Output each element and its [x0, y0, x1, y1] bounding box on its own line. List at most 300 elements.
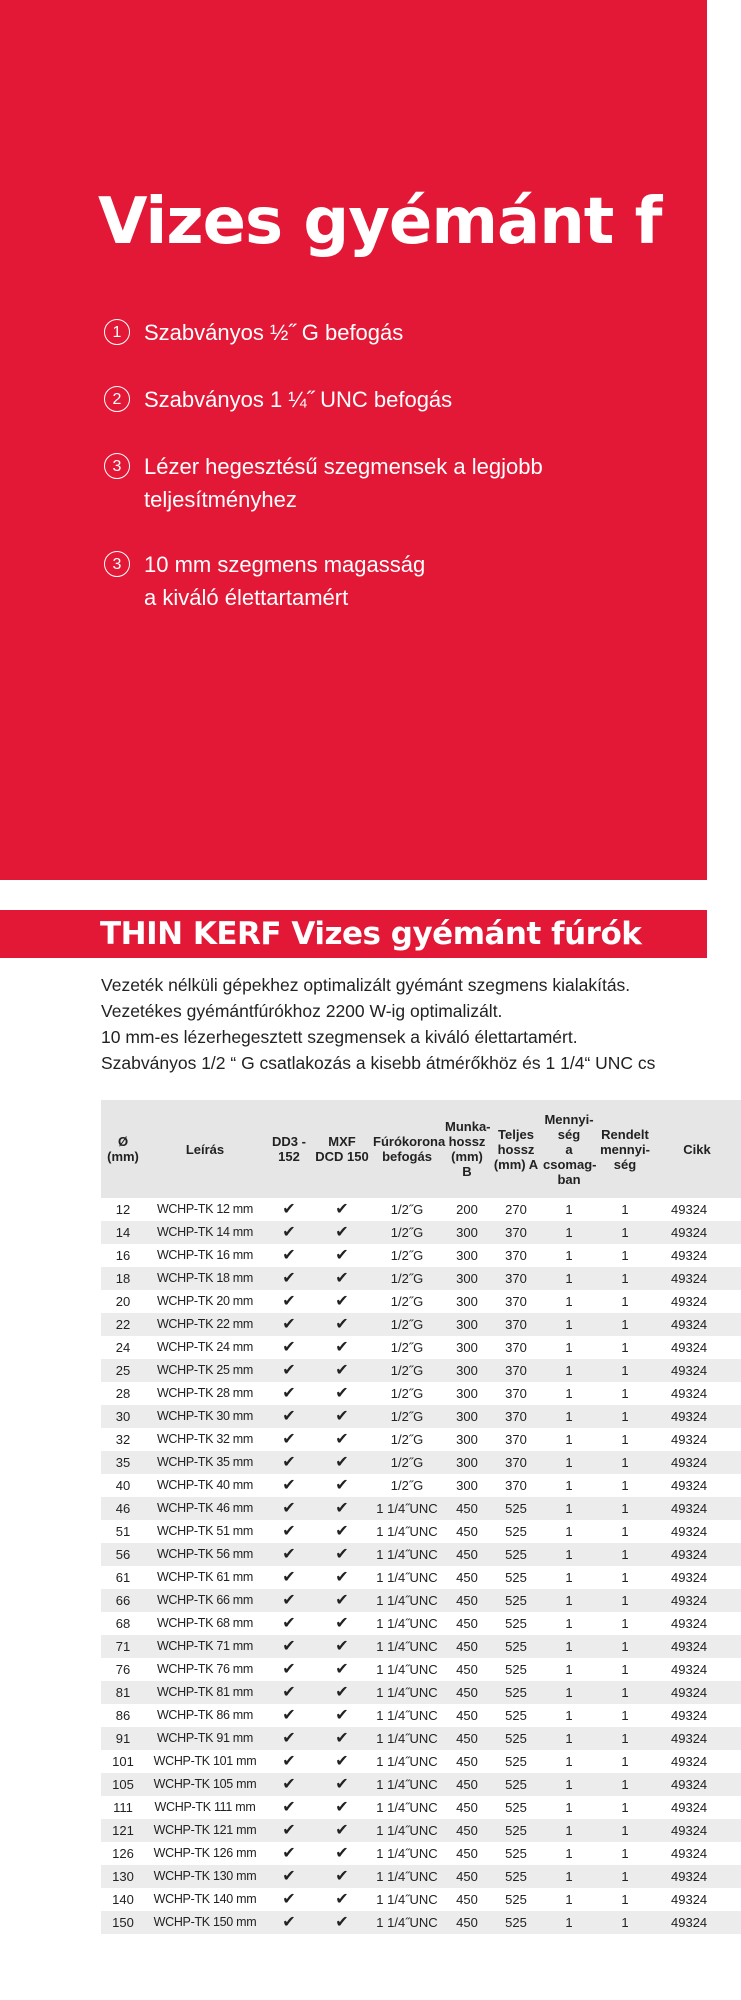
cell-diameter: 101 [112, 1754, 134, 1769]
table-row [101, 1658, 741, 1681]
check-icon: ✔ [282, 1247, 296, 1264]
table-row [101, 1612, 741, 1635]
check-icon: ✔ [335, 1730, 349, 1747]
cell-pack-qty: 1 [565, 1777, 573, 1792]
cell-total-length: 370 [505, 1386, 527, 1401]
check-icon: ✔ [282, 1362, 296, 1379]
cell-working-length: 450 [456, 1685, 478, 1700]
cell-article: 49324 [671, 1363, 708, 1378]
table-row [101, 1727, 741, 1750]
cell-description: WCHP-TK 30 mm [156, 1409, 254, 1423]
cell-diameter: 51 [115, 1524, 131, 1539]
cell-total-length: 525 [505, 1662, 527, 1677]
table-row [101, 1796, 741, 1819]
check-icon: ✔ [282, 1477, 296, 1494]
cell-total-length: 370 [505, 1455, 527, 1470]
feature-item [104, 316, 403, 349]
cell-article: 49324 [671, 1340, 708, 1355]
cell-pack-qty: 1 [565, 1386, 573, 1401]
cell-article: 49324 [671, 1754, 708, 1769]
check-icon: ✔ [335, 1293, 349, 1310]
cell-article: 49324 [671, 1547, 708, 1562]
check-icon: ✔ [335, 1316, 349, 1333]
cell-order-qty: 1 [621, 1708, 629, 1723]
cell-chuck: 1/2˝G [390, 1478, 424, 1493]
cell-chuck: 1 1/4˝UNC [376, 1915, 438, 1930]
cell-description: WCHP-TK 68 mm [156, 1616, 254, 1630]
check-icon: ✔ [335, 1224, 349, 1241]
check-icon: ✔ [282, 1201, 296, 1218]
cell-diameter: 140 [112, 1892, 134, 1907]
table-row [101, 1405, 741, 1428]
cell-working-length: 450 [456, 1915, 478, 1930]
cell-order-qty: 1 [621, 1869, 629, 1884]
cell-pack-qty: 1 [565, 1570, 573, 1585]
cell-diameter: 32 [115, 1432, 131, 1447]
table-row [101, 1635, 741, 1658]
cell-total-length: 525 [505, 1869, 527, 1884]
feature-item [104, 383, 452, 416]
cell-article: 49324 [671, 1915, 708, 1930]
check-icon: ✔ [282, 1592, 296, 1609]
cell-chuck: 1/2˝G [390, 1363, 424, 1378]
cell-description: WCHP-TK 91 mm [156, 1731, 254, 1745]
check-icon: ✔ [335, 1914, 349, 1931]
cell-pack-qty: 1 [565, 1823, 573, 1838]
cell-diameter: 24 [115, 1340, 131, 1355]
cell-pack-qty: 1 [565, 1409, 573, 1424]
table-row [101, 1566, 741, 1589]
check-icon: ✔ [282, 1316, 296, 1333]
feature-text: Szabványos 1 ¼˝ UNC befogás [144, 387, 453, 412]
cell-chuck: 1 1/4˝UNC [376, 1708, 438, 1723]
cell-working-length: 450 [456, 1731, 478, 1746]
cell-diameter: 18 [115, 1271, 131, 1286]
cell-diameter: 20 [115, 1294, 131, 1309]
cell-article: 49324 [671, 1662, 708, 1677]
check-icon: ✔ [335, 1753, 349, 1770]
cell-article: 49324 [671, 1708, 708, 1723]
cell-pack-qty: 1 [565, 1616, 573, 1631]
cell-pack-qty: 1 [565, 1501, 573, 1516]
table-row [101, 1336, 741, 1359]
cell-article: 49324 [671, 1294, 708, 1309]
cell-pack-qty: 1 [565, 1340, 573, 1355]
cell-order-qty: 1 [621, 1478, 629, 1493]
cell-total-length: 525 [505, 1547, 527, 1562]
table-row [101, 1267, 741, 1290]
cell-diameter: 30 [115, 1409, 131, 1424]
cell-pack-qty: 1 [565, 1363, 573, 1378]
cell-working-length: 450 [456, 1501, 478, 1516]
column-header-article: Cikk [683, 1141, 711, 1157]
check-icon: ✔ [335, 1454, 349, 1471]
check-icon: ✔ [335, 1569, 349, 1586]
cell-diameter: 126 [112, 1846, 134, 1861]
cell-chuck: 1/2˝G [390, 1409, 424, 1424]
cell-description: WCHP-TK 111 mm [154, 1800, 256, 1814]
cell-total-length: 270 [505, 1202, 527, 1217]
check-icon: ✔ [282, 1753, 296, 1770]
column-header-dd3: DD3 - 152 [272, 1134, 306, 1164]
cell-article: 49324 [671, 1846, 708, 1861]
cell-description: WCHP-TK 130 mm [153, 1869, 257, 1883]
cell-description: WCHP-TK 101 mm [153, 1754, 257, 1768]
check-icon: ✔ [335, 1500, 349, 1517]
cell-chuck: 1/2˝G [390, 1248, 424, 1263]
product-table-container [101, 1100, 711, 1934]
table-row [101, 1520, 741, 1543]
cell-total-length: 370 [505, 1248, 527, 1263]
check-icon: ✔ [335, 1845, 349, 1862]
check-icon: ✔ [335, 1546, 349, 1563]
table-row [101, 1819, 741, 1842]
cell-description: WCHP-TK 46 mm [156, 1501, 254, 1515]
cell-description: WCHP-TK 25 mm [156, 1363, 254, 1377]
cell-total-length: 525 [505, 1800, 527, 1815]
cell-order-qty: 1 [621, 1455, 629, 1470]
check-icon: ✔ [282, 1523, 296, 1540]
check-icon: ✔ [335, 1822, 349, 1839]
column-header-chuck: Fúrókorona befogás [373, 1134, 446, 1164]
table-row [101, 1313, 741, 1336]
cell-chuck: 1 1/4˝UNC [376, 1639, 438, 1654]
cell-order-qty: 1 [621, 1754, 629, 1769]
cell-order-qty: 1 [621, 1340, 629, 1355]
cell-article: 49324 [671, 1570, 708, 1585]
column-header-total-length: Teljes hossz (mm) A [493, 1126, 539, 1172]
cell-pack-qty: 1 [565, 1846, 573, 1861]
table-header-row [101, 1100, 741, 1198]
cell-chuck: 1 1/4˝UNC [376, 1823, 438, 1838]
check-icon: ✔ [282, 1684, 296, 1701]
cell-article: 49324 [671, 1409, 708, 1424]
section-title-band [0, 910, 707, 958]
cell-total-length: 525 [505, 1570, 527, 1585]
cell-working-length: 300 [456, 1455, 478, 1470]
cell-total-length: 525 [505, 1823, 527, 1838]
cell-chuck: 1 1/4˝UNC [376, 1593, 438, 1608]
check-icon: ✔ [335, 1523, 349, 1540]
cell-total-length: 525 [505, 1731, 527, 1746]
table-row [101, 1497, 741, 1520]
cell-diameter: 68 [115, 1616, 131, 1631]
cell-diameter: 12 [115, 1202, 131, 1217]
cell-description: WCHP-TK 126 mm [153, 1846, 257, 1860]
check-icon: ✔ [335, 1247, 349, 1264]
cell-chuck: 1 1/4˝UNC [376, 1846, 438, 1861]
product-table [101, 1100, 741, 1934]
check-icon: ✔ [335, 1270, 349, 1287]
cell-total-length: 525 [505, 1616, 527, 1631]
feature-item [104, 450, 543, 516]
cell-order-qty: 1 [621, 1225, 629, 1240]
cell-diameter: 16 [115, 1248, 131, 1263]
cell-order-qty: 1 [621, 1570, 629, 1585]
cell-diameter: 111 [113, 1800, 133, 1815]
cell-pack-qty: 1 [565, 1662, 573, 1677]
cell-article: 49324 [671, 1271, 708, 1286]
table-row [101, 1865, 741, 1888]
cell-diameter: 86 [115, 1708, 131, 1723]
cell-pack-qty: 1 [565, 1294, 573, 1309]
column-header-description: Leírás [185, 1141, 225, 1157]
cell-working-length: 300 [456, 1409, 478, 1424]
table-row [101, 1681, 741, 1704]
check-icon: ✔ [335, 1868, 349, 1885]
cell-article: 49324 [671, 1455, 708, 1470]
table-row [101, 1244, 741, 1267]
check-icon: ✔ [335, 1339, 349, 1356]
cell-pack-qty: 1 [565, 1731, 573, 1746]
cell-working-length: 300 [456, 1340, 478, 1355]
cell-pack-qty: 1 [565, 1915, 573, 1930]
cell-chuck: 1 1/4˝UNC [376, 1892, 438, 1907]
cell-article: 49324 [671, 1432, 708, 1447]
cell-pack-qty: 1 [565, 1271, 573, 1286]
cell-article: 49324 [671, 1777, 708, 1792]
cell-diameter: 76 [115, 1662, 131, 1677]
cell-working-length: 450 [456, 1869, 478, 1884]
cell-working-length: 300 [456, 1386, 478, 1401]
cell-order-qty: 1 [621, 1409, 629, 1424]
cell-pack-qty: 1 [565, 1202, 573, 1217]
cell-chuck: 1 1/4˝UNC [376, 1777, 438, 1792]
cell-pack-qty: 1 [565, 1639, 573, 1654]
cell-pack-qty: 1 [565, 1685, 573, 1700]
cell-chuck: 1 1/4˝UNC [376, 1547, 438, 1562]
table-body [101, 1198, 741, 1934]
cell-chuck: 1 1/4˝UNC [376, 1524, 438, 1539]
cell-working-length: 300 [456, 1248, 478, 1263]
check-icon: ✔ [335, 1684, 349, 1701]
cell-article: 49324 [671, 1593, 708, 1608]
check-icon: ✔ [282, 1224, 296, 1241]
cell-article: 49324 [671, 1524, 708, 1539]
check-icon: ✔ [282, 1454, 296, 1471]
check-icon: ✔ [335, 1799, 349, 1816]
check-icon: ✔ [335, 1592, 349, 1609]
table-row [101, 1474, 741, 1497]
cell-order-qty: 1 [621, 1317, 629, 1332]
cell-order-qty: 1 [621, 1892, 629, 1907]
cell-chuck: 1 1/4˝UNC [376, 1800, 438, 1815]
cell-total-length: 370 [505, 1340, 527, 1355]
table-row [101, 1382, 741, 1405]
cell-article: 49324 [671, 1892, 708, 1907]
cell-diameter: 14 [115, 1225, 131, 1240]
cell-article: 49324 [671, 1202, 708, 1217]
cell-chuck: 1 1/4˝UNC [376, 1616, 438, 1631]
cell-order-qty: 1 [621, 1593, 629, 1608]
cell-order-qty: 1 [621, 1432, 629, 1447]
cell-pack-qty: 1 [565, 1248, 573, 1263]
cell-total-length: 525 [505, 1846, 527, 1861]
cell-diameter: 105 [112, 1777, 134, 1792]
cell-pack-qty: 1 [565, 1892, 573, 1907]
cell-chuck: 1/2˝G [390, 1455, 424, 1470]
cell-working-length: 450 [456, 1777, 478, 1792]
cell-pack-qty: 1 [565, 1432, 573, 1447]
check-icon: ✔ [282, 1845, 296, 1862]
cell-article: 49324 [671, 1225, 708, 1240]
cell-diameter: 61 [115, 1570, 131, 1585]
table-row [101, 1221, 741, 1244]
cell-working-length: 450 [456, 1524, 478, 1539]
table-row [101, 1842, 741, 1865]
cell-article: 49324 [671, 1317, 708, 1332]
section-title: THIN KERF Vizes gyémánt fúrók [100, 916, 642, 952]
check-icon: ✔ [335, 1707, 349, 1724]
check-icon: ✔ [282, 1891, 296, 1908]
table-row [101, 1359, 741, 1382]
feature-text: Lézer hegesztésű szegmensek a legjobb teljesítményhez [144, 454, 543, 512]
cell-total-length: 525 [505, 1501, 527, 1516]
circled-number-icon: 3 [104, 453, 130, 479]
check-icon: ✔ [335, 1431, 349, 1448]
cell-pack-qty: 1 [565, 1225, 573, 1240]
feature-item [104, 548, 425, 614]
cell-description: WCHP-TK 24 mm [156, 1340, 254, 1354]
cell-diameter: 81 [115, 1685, 131, 1700]
cell-pack-qty: 1 [565, 1754, 573, 1769]
column-header-diameter: Ø (mm) [107, 1134, 139, 1164]
check-icon: ✔ [282, 1569, 296, 1586]
cell-description: WCHP-TK 121 mm [153, 1823, 257, 1837]
check-icon: ✔ [282, 1385, 296, 1402]
cell-working-length: 450 [456, 1616, 478, 1631]
check-icon: ✔ [335, 1776, 349, 1793]
cell-total-length: 370 [505, 1294, 527, 1309]
cell-total-length: 525 [505, 1892, 527, 1907]
cell-order-qty: 1 [621, 1616, 629, 1631]
check-icon: ✔ [282, 1615, 296, 1632]
cell-working-length: 300 [456, 1478, 478, 1493]
cell-description: WCHP-TK 32 mm [156, 1432, 254, 1446]
cell-working-length: 300 [456, 1363, 478, 1378]
check-icon: ✔ [282, 1822, 296, 1839]
cell-order-qty: 1 [621, 1685, 629, 1700]
cell-description: WCHP-TK 28 mm [156, 1386, 254, 1400]
check-icon: ✔ [282, 1270, 296, 1287]
check-icon: ✔ [282, 1707, 296, 1724]
check-icon: ✔ [335, 1615, 349, 1632]
cell-diameter: 22 [115, 1317, 131, 1332]
cell-total-length: 525 [505, 1639, 527, 1654]
cell-description: WCHP-TK 76 mm [156, 1662, 254, 1676]
cell-article: 49324 [671, 1731, 708, 1746]
cell-article: 49324 [671, 1386, 708, 1401]
cell-order-qty: 1 [621, 1662, 629, 1677]
cell-order-qty: 1 [621, 1202, 629, 1217]
cell-working-length: 450 [456, 1892, 478, 1907]
check-icon: ✔ [282, 1339, 296, 1356]
cell-total-length: 525 [505, 1685, 527, 1700]
cell-order-qty: 1 [621, 1915, 629, 1930]
table-row [101, 1451, 741, 1474]
feature-text: Szabványos ½˝ G befogás [144, 320, 404, 345]
cell-pack-qty: 1 [565, 1524, 573, 1539]
cell-order-qty: 1 [621, 1363, 629, 1378]
cell-article: 49324 [671, 1823, 708, 1838]
cell-diameter: 46 [115, 1501, 131, 1516]
cell-diameter: 91 [115, 1731, 131, 1746]
cell-order-qty: 1 [621, 1731, 629, 1746]
cell-order-qty: 1 [621, 1524, 629, 1539]
table-row [101, 1773, 741, 1796]
cell-working-length: 450 [456, 1593, 478, 1608]
cell-order-qty: 1 [621, 1294, 629, 1309]
cell-diameter: 130 [112, 1869, 134, 1884]
cell-diameter: 28 [115, 1386, 131, 1401]
cell-pack-qty: 1 [565, 1869, 573, 1884]
cell-working-length: 200 [456, 1202, 478, 1217]
cell-total-length: 370 [505, 1271, 527, 1286]
table-row [101, 1290, 741, 1313]
cell-pack-qty: 1 [565, 1593, 573, 1608]
table-row [101, 1704, 741, 1727]
cell-pack-qty: 1 [565, 1708, 573, 1723]
cell-diameter: 150 [112, 1915, 134, 1930]
description-line: Vezetékes gyémántfúrókhoz 2200 W-ig optimalizált. [101, 1001, 503, 1021]
cell-diameter: 56 [115, 1547, 131, 1562]
column-header-mxf: MXF DCD 150 [315, 1134, 369, 1164]
check-icon: ✔ [335, 1408, 349, 1425]
cell-article: 49324 [671, 1869, 708, 1884]
cell-description: WCHP-TK 140 mm [153, 1892, 257, 1906]
column-header-pack-qty: Mennyi- ség a csomag- ban [543, 1111, 597, 1187]
check-icon: ✔ [335, 1201, 349, 1218]
table-row [101, 1589, 741, 1612]
cell-description: WCHP-TK 105 mm [153, 1777, 257, 1791]
cell-order-qty: 1 [621, 1271, 629, 1286]
cell-working-length: 450 [456, 1639, 478, 1654]
check-icon: ✔ [282, 1776, 296, 1793]
cell-chuck: 1/2˝G [390, 1225, 424, 1240]
cell-diameter: 40 [115, 1478, 131, 1493]
table-row [101, 1911, 741, 1934]
cell-chuck: 1 1/4˝UNC [376, 1731, 438, 1746]
cell-pack-qty: 1 [565, 1547, 573, 1562]
table-row [101, 1750, 741, 1773]
cell-description: WCHP-TK 40 mm [156, 1478, 254, 1492]
cell-total-length: 370 [505, 1225, 527, 1240]
cell-total-length: 525 [505, 1708, 527, 1723]
cell-description: WCHP-TK 51 mm [156, 1524, 254, 1538]
cell-order-qty: 1 [621, 1846, 629, 1861]
description-line: Vezeték nélküli gépekhez optimalizált gyémánt szegmens kialakítás. [101, 975, 631, 995]
cell-article: 49324 [671, 1616, 708, 1631]
cell-chuck: 1/2˝G [390, 1202, 424, 1217]
cell-order-qty: 1 [621, 1386, 629, 1401]
check-icon: ✔ [335, 1891, 349, 1908]
table-row [101, 1198, 741, 1221]
cell-working-length: 300 [456, 1432, 478, 1447]
check-icon: ✔ [282, 1638, 296, 1655]
cell-article: 49324 [671, 1501, 708, 1516]
cell-description: WCHP-TK 35 mm [156, 1455, 254, 1469]
cell-working-length: 450 [456, 1754, 478, 1769]
cell-total-length: 525 [505, 1593, 527, 1608]
cell-pack-qty: 1 [565, 1478, 573, 1493]
cell-diameter: 25 [115, 1363, 131, 1378]
cell-pack-qty: 1 [565, 1800, 573, 1815]
cell-article: 49324 [671, 1800, 708, 1815]
cell-total-length: 525 [505, 1524, 527, 1539]
cell-working-length: 450 [456, 1708, 478, 1723]
cell-pack-qty: 1 [565, 1455, 573, 1470]
cell-working-length: 300 [456, 1225, 478, 1240]
